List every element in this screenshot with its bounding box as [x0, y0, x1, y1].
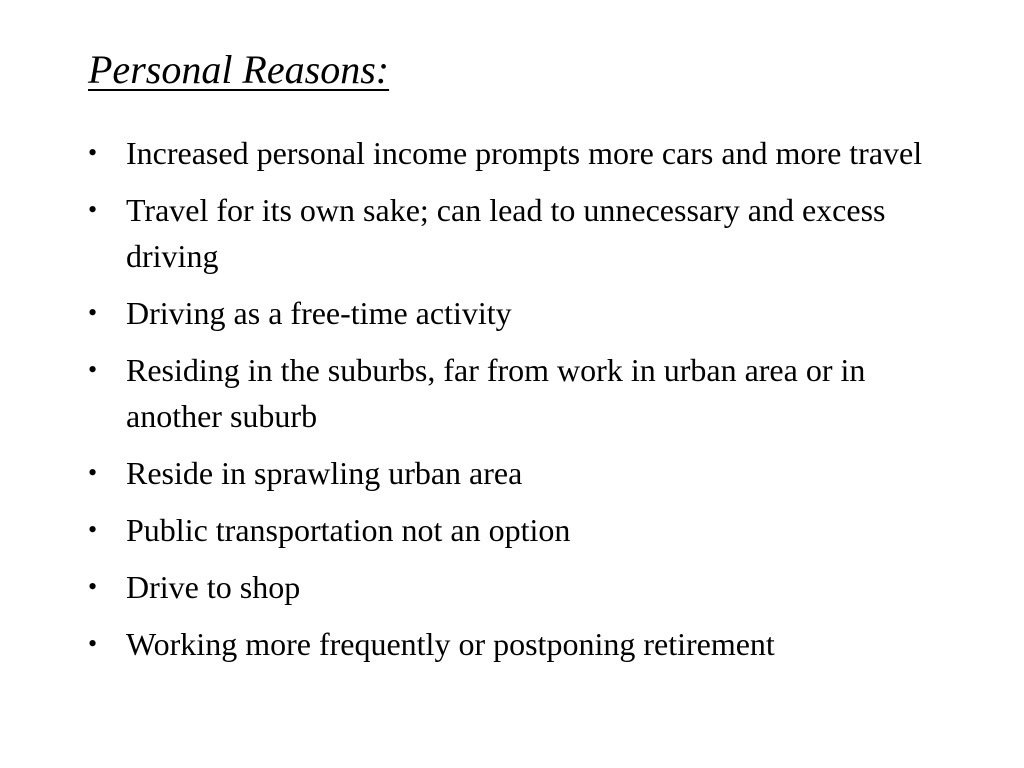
bullet-text: Increased personal income prompts more cars and more travel: [126, 135, 923, 171]
bullet-item-free-time: [88, 290, 948, 336]
bullet-icon: •: [88, 629, 98, 658]
bullet-icon: •: [88, 458, 98, 487]
bullet-icon: •: [88, 298, 98, 327]
bullet-list: [88, 130, 948, 678]
bullet-item-suburbs: [88, 347, 948, 439]
bullet-icon: •: [88, 572, 98, 601]
bullet-text: Driving as a free-time activity: [126, 295, 512, 331]
bullet-item-shop: [88, 564, 948, 610]
bullet-icon: •: [88, 138, 98, 167]
bullet-icon: •: [88, 355, 98, 384]
bullet-icon: •: [88, 195, 98, 224]
bullet-item-sprawl: [88, 450, 948, 496]
bullet-item-working: [88, 621, 948, 667]
slide-title: Personal Reasons:: [88, 47, 390, 92]
bullet-item-income: [88, 130, 948, 176]
bullet-text: Public transportation not an option: [126, 512, 571, 548]
bullet-item-public-transport: [88, 507, 948, 553]
bullet-icon: •: [88, 515, 98, 544]
bullet-item-travel: [88, 187, 948, 279]
bullet-text: Working more frequently or postponing retirement: [126, 626, 775, 662]
bullet-text: Drive to shop: [126, 569, 301, 605]
bullet-text: Reside in sprawling urban area: [126, 455, 523, 491]
bullet-text: Residing in the suburbs, far from work in urban area or in another suburb: [126, 352, 866, 434]
bullet-text: Travel for its own sake; can lead to unnecessary and excess driving: [126, 192, 886, 274]
